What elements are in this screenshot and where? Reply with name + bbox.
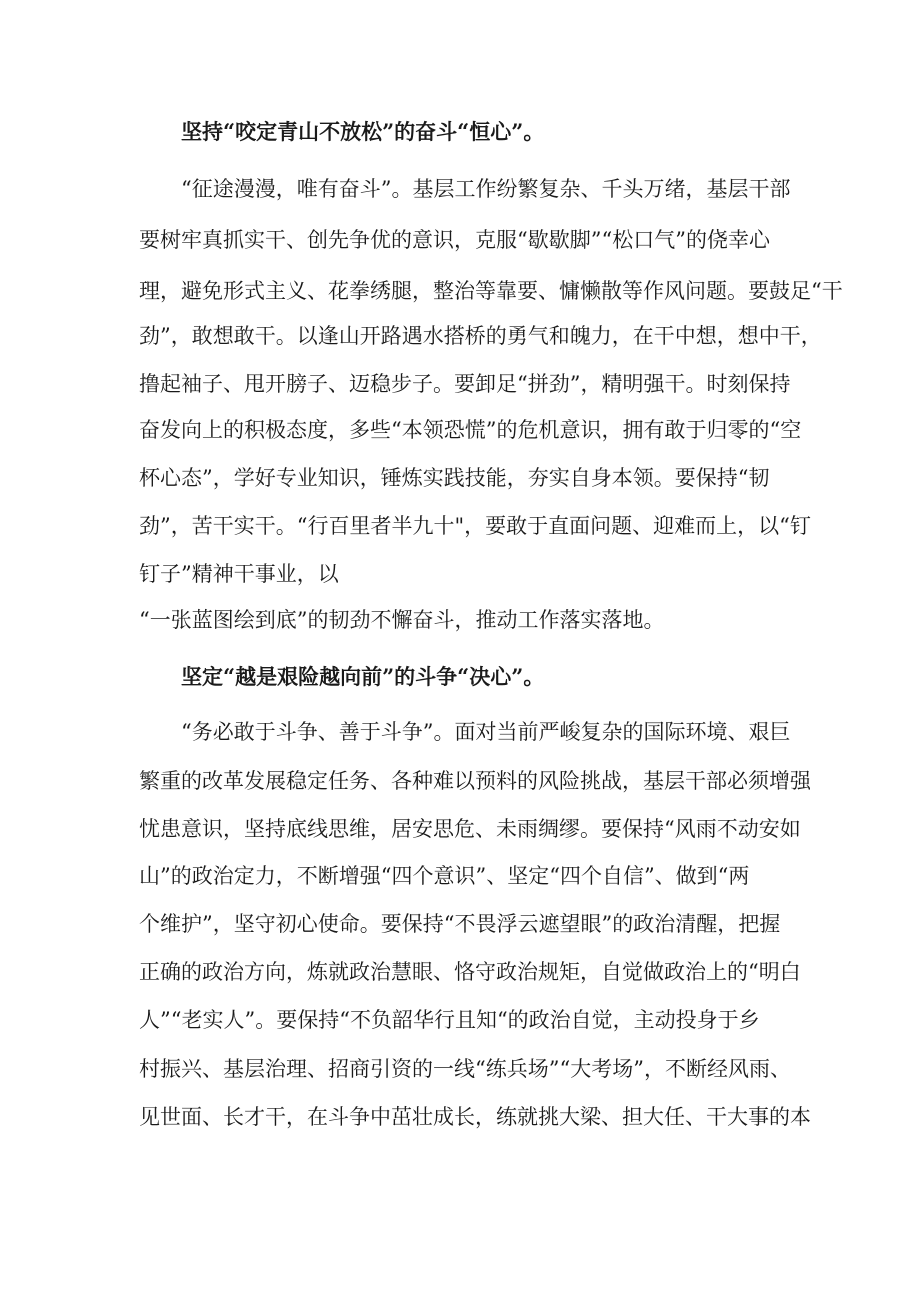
section2-line-9: 见世面、长才干，在斗争中茁壮成长，练就挑大梁、担大任、干大事的本	[139, 1105, 811, 1129]
section2-heading: 坚定“越是艰险越向前”的斗争“决心”。	[181, 664, 545, 689]
section2-line-2: 繁重的改革发展稳定任务、各种难以预料的风险挑战，基层干部必须增强	[139, 769, 811, 793]
section1-line-2: 要树牢真抓实干、创先争优的意识，克服“歇歇脚”“松口气”的侥幸心	[139, 228, 770, 252]
section1-line-3: 理，避免形式主义、花拳绣腿，整治等靠要、慵懒散等作风问题。要鼓足“干	[139, 279, 843, 303]
section1-line-10: “一张蓝图绘到底”的韧劲不懈奋斗，推动工作落实落地。	[139, 608, 665, 632]
section1-line-9: 钉子”精神干事业，以	[139, 562, 339, 586]
section2-line-6: 正确的政治方向，炼就政治慧眼、恪守政治规矩，自觉做政治上的“明白	[139, 960, 801, 984]
section2-line-4: 山”的政治定力，不断增强“四个意识”、坚定“四个自信”、做到“两	[139, 864, 750, 888]
section2-line-3: 忧患意识，坚持底线思维，居安思危、未雨绸缪。要保持“风雨不动安如	[139, 817, 801, 841]
section1-line-8: 劲”，苦干实干。“行百里者半九十"，要敢于直面问题、迎难而上，以“钉	[139, 514, 811, 538]
section1-line-6: 奋发向上的积极态度，多些“本领恐慌”的危机意识，拥有敢于归零的“空	[139, 418, 802, 442]
section1-line-7: 杯心态”，学好专业知识，锤炼实践技能，夯实自身本领。要保持“韧	[139, 466, 770, 490]
section1-line-5: 撸起袖子、甩开膀子、迈稳步子。要卸足“拼劲”，精明强干。时刻保持	[139, 372, 791, 396]
section1-heading: 坚持“咬定青山不放松”的奋斗“恒心”。	[181, 119, 545, 144]
section2-line-7: 人”“老实人”。要保持“不负韶华行且知“的政治自觉，主动投身于乡	[139, 1008, 760, 1032]
section2-line-8: 村振兴、基层治理、招商引资的一线“练兵场”“大考场”，不断经风雨、	[139, 1057, 791, 1081]
section2-line-5: 个维护”，坚守初心使命。要保持“不畏浮云遮望眼”的政治清醒，把握	[139, 912, 781, 936]
section1-line-4: 劲”，敢想敢干。以逢山开路遇水搭桥的勇气和魄力，在干中想，想中干，	[139, 324, 822, 348]
section2-line-1: “务必敢于斗争、善于斗争”。面对当前严峻复杂的国际环境、艰巨	[181, 720, 791, 744]
section1-line-1: “征途漫漫，唯有奋斗”。基层工作纷繁复杂、千头万绪，基层干部	[181, 177, 791, 201]
